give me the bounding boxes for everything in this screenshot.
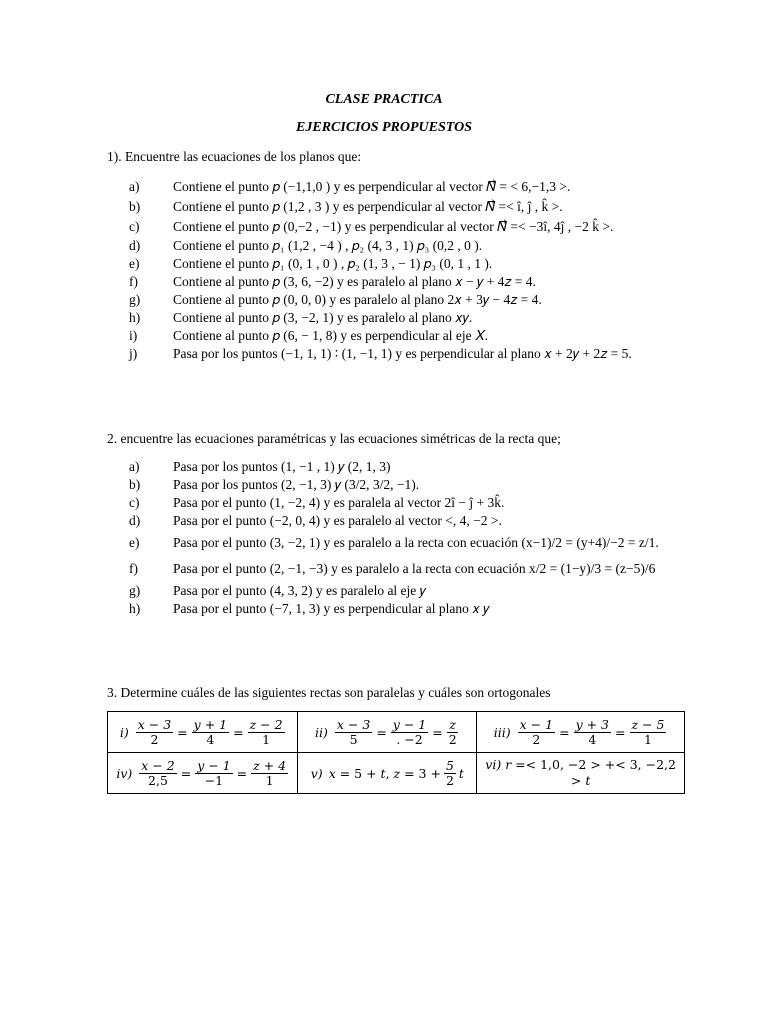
table-cell-iv: 𝑖𝑣) $\frac{\text{𝑥 − 2}}{2,5}$ = $\frac{\text{𝑦 − 1}}{-1}$ = $\frac{\text{𝑧 + 4}}{1}$ xyxy=(108,753,298,794)
list-item: b) Contiene el punto 𝑝 (1,2 , 3 ) y es perpendicular al vector 𝑁⃗ =< î, ĵ , k̂ >. xyxy=(129,199,563,214)
lines-table xyxy=(107,711,685,794)
table-cell-iii: 𝑖𝑖𝑖) $\frac{\text{𝑥 − 1}}{2}$ = $\frac{\text{𝑦 + 3}}{4}$ = $\frac{\text{𝑧 − 5}}{1}$ xyxy=(477,712,685,753)
list-item: a) Pasa por los puntos (1, −1 , 1) 𝑦 (2, 1, 3) xyxy=(129,459,391,474)
list-item: h) Pasa por el punto (−7, 1, 3) y es perpendicular al plano 𝑥 𝑦 xyxy=(129,601,490,616)
table-cell-ii: 𝑖𝑖) $\frac{\text{𝑥 − 3}}{5}$ = $\frac{\text{𝑦 − 1}}{. -2}$ = $\frac{\text{𝑧}}{2}$ xyxy=(298,712,477,753)
page-subtitle: EJERCICIOS PROPUESTOS xyxy=(296,120,472,135)
list-item: f) Contiene al punto 𝑝 (3, 6, −2) y es paralelo al plano 𝑥 − 𝑦 + 4𝑧 = 4. xyxy=(129,274,536,289)
list-item: c) Contiene el punto 𝑝 (0,−2 , −1) y es perpendicular al vector 𝑁⃗ =< −3î, 4ĵ , −2 k̂ >. xyxy=(129,219,614,234)
table-cell-i: 𝑖) $\frac{\text{𝑥 − 3}}{2}$ = $\frac{\text{𝑦 + 1}}{4}$ = $\frac{\text{𝑧 − 2}}{1}$ xyxy=(108,712,298,753)
list-item: e) Pasa por el punto (3, −2, 1) y es paralelo a la recta con ecuación (x−1)/2 = (y+4)/−2 = z/1. xyxy=(129,535,659,550)
table-cell-vi: 𝑣𝑖) 𝑟 =< 1,0, −2 > +< 3, −2,2 > 𝑡 xyxy=(477,753,685,794)
list-item: a) Contiene el punto 𝑝 (−1,1,0 ) y es perpendicular al vector 𝑁⃗ = < 6,−1,3 >. xyxy=(129,179,571,194)
list-item: g) Pasa por el punto (4, 3, 2) y es paralelo al eje 𝑦 xyxy=(129,583,426,598)
list-item: e) Contiene el punto 𝑝₁ (0, 1 , 0 ) , 𝑝₂ (1, 3 , − 1) 𝑝₃ (0, 1 , 1 ). xyxy=(129,256,493,271)
list-item: g) Contiene al punto 𝑝 (0, 0, 0) y es paralelo al plano 2𝑥 + 3𝑦 − 4𝑧 = 4. xyxy=(129,292,542,307)
list-item: j) Pasa por los puntos (−1, 1, 1) ∶ (1, −1, 1) y es perpendicular al plano 𝑥 + 2𝑦 + 2𝑧 = 5. xyxy=(129,346,632,361)
page-title: CLASE PRACTICA xyxy=(325,92,443,107)
list-item: b) Pasa por los puntos (2, −1, 3) 𝑦 (3/2, 3/2, −1). xyxy=(129,477,420,492)
section2-heading: 2. encuentre las ecuaciones paramétricas y las ecuaciones simétricas de la recta que; xyxy=(107,431,561,446)
list-item: f) Pasa por el punto (2, −1, −3) y es paralelo a la recta con ecuación x/2 = (1−y)/3 = (z−5)/6 xyxy=(129,561,656,576)
list-item: h) Contiene al punto 𝑝 (3, −2, 1) y es paralelo al plano 𝑥𝑦. xyxy=(129,310,473,325)
list-item: d) Pasa por el punto (−2, 0, 4) y es paralelo al vector <, 4, −2 >. xyxy=(129,513,502,528)
list-item: c) Pasa por el punto (1, −2, 4) y es paralela al vector 2î − ĵ + 3k̂. xyxy=(129,495,505,510)
section3-heading: 3. Determine cuáles de las siguientes rectas son paralelas y cuáles son ortogonales xyxy=(107,685,551,700)
list-item: d) Contiene el punto 𝑝₁ (1,2 , −4 ) , 𝑝₂ (4, 3 , 1) 𝑝₃ (0,2 , 0 ). xyxy=(129,238,483,253)
list-item: i) Contiene al punto 𝑝 (6, − 1, 8) y es perpendicular al eje 𝑋. xyxy=(129,328,489,343)
table-cell-v: 𝑣) 𝑥 = 5 + 𝑡, 𝑧 = 3 + $\frac{5}{2}$ 𝑡 xyxy=(298,753,477,794)
section1-heading: 1). Encuentre las ecuaciones de los planos que: xyxy=(107,149,362,164)
